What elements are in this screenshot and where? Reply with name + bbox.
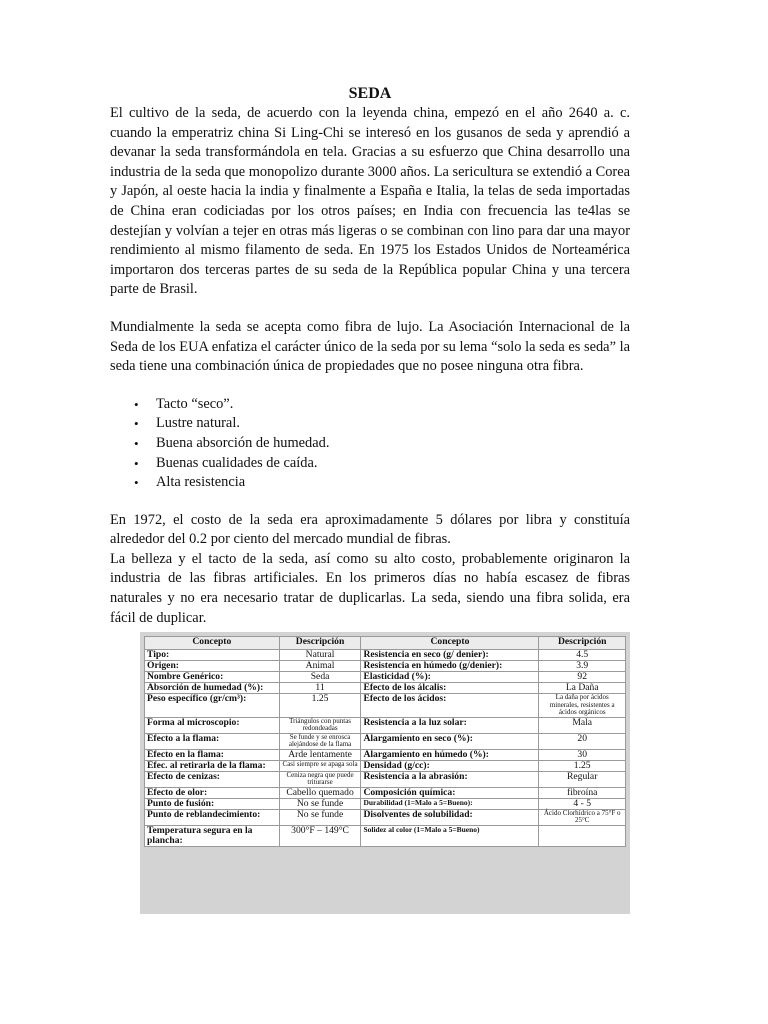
table-row: Origen: Animal Resistencia en húmedo (g/denier): 3.9 xyxy=(145,661,626,672)
table-row: Nombre Genérico: Seda Elasticidad (%): 92 xyxy=(145,672,626,683)
table-row: Temperatura segura en la plancha: 300°F – 149°C Solidez al color (1=Malo a 5=Bueno) xyxy=(145,825,626,846)
bullet-icon: • xyxy=(134,416,139,432)
document-body xyxy=(110,84,630,628)
paragraph-cost: En 1972, el costo de la seda era aproximadamente 5 dólares por libra y constituía alrededor del 0.2 por ciento del mercado mundial de fibras. xyxy=(110,511,630,548)
header-descripcion: Descripción xyxy=(279,637,361,650)
table-row: Punto de reblandecimiento: No se funde Disolventes de solubilidad: Ácido Clorhídrico a 75°F o 25°C xyxy=(145,809,626,825)
document-title: SEDA xyxy=(348,85,392,102)
paragraph-luxury-fiber: Mundialmente la seda se acepta como fibra de lujo. La Asociación Internacional de la Seda de los EUA enfatiza el carácter único de la seda por su lema “solo la seda es seda” la seda tiene una combinación única de propiedades que no posee ninguna otra fibra. xyxy=(110,318,630,375)
bullet-icon: • xyxy=(134,475,139,491)
table-row: Peso específico (gr/cm³): 1.25 Efecto de los ácidos: La daña por ácidos minerales, resistentes a ácidos orgánicos xyxy=(145,694,626,718)
list-item: • Buena absorción de humedad. xyxy=(134,434,630,454)
bullet-icon: • xyxy=(134,455,139,471)
table-header-row xyxy=(145,637,626,650)
table-row: Absorción de humedad (%): 11 Efecto de los álcalis: La Daña xyxy=(145,683,626,694)
table-row: Tipo: Natural Resistencia en seco (g/ denier): 4.5 xyxy=(145,650,626,661)
header-descripcion: Descripción xyxy=(539,637,626,650)
header-concepto: Concepto xyxy=(361,637,539,650)
properties-list xyxy=(110,395,630,493)
table-row: Efecto en la flama: Arde lentamente Alargamiento en húmedo (%): 30 xyxy=(145,749,626,760)
list-item: • Alta resistencia xyxy=(134,473,630,493)
list-item: • Tacto “seco”. xyxy=(134,395,630,415)
paragraph-history: El cultivo de la seda, de acuerdo con la leyenda china, empezó en el año 2640 a. c. cuando la emperatriz china Si Ling-Chi se interesó en los gusanos de seda y aprendió a devanar la seda transformándola en tela. Gracias a su esfuerzo que China desarrollo una industria de la seda que monopolizo durante 3000 años. La sericultura se extendió a Corea y Japón, al oeste hacia la india y finalmente a España e Italia, la telas de seda importadas de China eran codiciadas por los otros países; en India con frecuencia las te4las se destejían y volvían a tejer en otras más ligeras o se combinan con lino para dar una mayor rendimiento al mismo filamento de seda. En 1975 los Estados Unidos de Norteamérica importaron dos terceras partes de su seda de la República popular China y una tercera parte de Brasil. xyxy=(110,105,630,298)
properties-table xyxy=(144,636,626,847)
bullet-icon: • xyxy=(134,396,139,412)
header-concepto: Concepto xyxy=(145,637,280,650)
table-row: Efecto de cenizas: Ceniza negra que puede triturarse Resistencia a la abrasión: Regular xyxy=(145,771,626,787)
table-row: Efecto de olor: Cabello quemado Composición química: fibroína xyxy=(145,787,626,798)
list-item: • Lustre natural. xyxy=(134,414,630,434)
list-item: • Buenas cualidades de caída. xyxy=(134,454,630,474)
properties-table-image xyxy=(140,632,630,914)
bullet-icon: • xyxy=(134,435,139,451)
table-row: Forma al microscopio: Triángulos con puntas redondeadas Resistencia a la luz solar: Mala xyxy=(145,717,626,733)
paragraph-artificial-fibers: La belleza y el tacto de la seda, así como su alto costo, probablemente originaron la industria de las fibras artificiales. En los primeros días no había escasez de fibras naturales y no era necesario tratar de duplicarlas. La seda, siendo una fibra solida, era fácil de duplicar. xyxy=(110,550,630,626)
table-row: Efec. al retirarla de la flama: Casi siempre se apaga sola Densidad (g/cc): 1.25 xyxy=(145,760,626,771)
table-row: Efecto a la flama: Se funde y se enrosca alejándose de la flama Alargamiento en seco (%): 20 xyxy=(145,733,626,749)
table-row: Punto de fusión: No se funde Durabilidad (1=Malo a 5=Bueno): 4 - 5 xyxy=(145,798,626,809)
